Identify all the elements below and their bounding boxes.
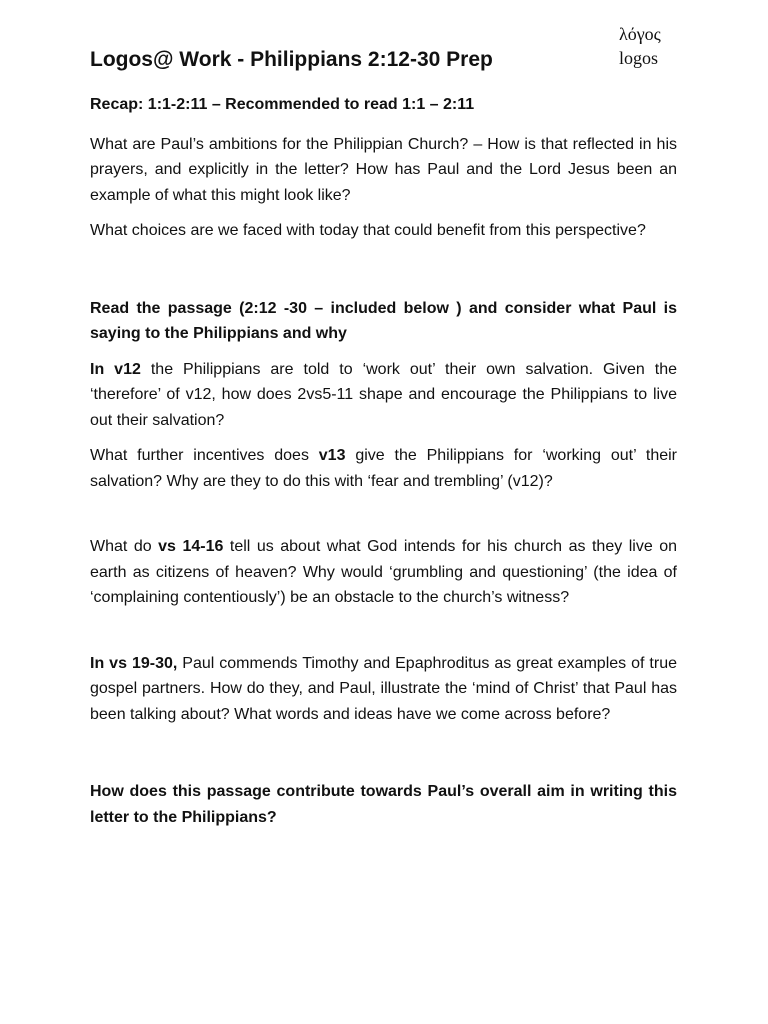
logos-logo bbox=[619, 22, 661, 70]
v12-reference: In v12 bbox=[90, 360, 141, 378]
v19-question bbox=[90, 651, 677, 728]
v13-post: give the Philippians for ‘working out’ their salvation? Why are they to do this with ‘fear and trembling’ (v12)? bbox=[90, 447, 677, 490]
v14-post: tell us about what God intends for his church as they live on earth as citizens of heaven? Why would ‘grumbling and questioning’ (the idea of ‘complaining contentiously’) be an obstacle to the church’s witness? bbox=[90, 538, 678, 606]
closing-question: How does this passage contribute towards Paul’s overall aim in writing this letter to the Philippians? bbox=[90, 783, 677, 826]
v19-reference: In vs 19-30, bbox=[90, 654, 178, 672]
v13-question bbox=[90, 443, 677, 494]
v12-text: the Philippians are told to ‘work out’ their own salvation. Given the ‘therefore’ of v12, how does 2vs5-11 shape and encourage the Philippians to live out their salvation? bbox=[90, 360, 678, 429]
logo-greek-text: λόγος bbox=[619, 24, 661, 44]
v14-reference: vs 14-16 bbox=[158, 538, 224, 555]
v13-reference: v13 bbox=[318, 447, 346, 464]
v19-text: Paul commends Timothy and Epaphroditus as great examples of true gospel partners. How do they, and Paul, illustrate the ‘mind of Christ’ that Paul has been talking about? What words and ideas have we come across before? bbox=[90, 654, 677, 723]
v14-question bbox=[90, 534, 677, 611]
choices-question: What choices are we faced with today that could benefit from this perspective? bbox=[90, 222, 646, 239]
logo-latin-text: logos bbox=[619, 48, 659, 68]
v13-pre: What further incentives does bbox=[90, 447, 319, 464]
read-passage-instruction: Read the passage (2:12 -30 – included below ) and consider what Paul is saying to the Philippians and why bbox=[90, 299, 677, 342]
page-title: Logos@ Work - Philippians 2:12-30 Prep bbox=[90, 48, 493, 71]
ambitions-question: What are Paul’s ambitions for the Philippian Church? – How is that reflected in his prayers, and explicitly in the letter? How has Paul and the Lord Jesus been an example of what this might look like? bbox=[90, 135, 677, 204]
document-body bbox=[90, 92, 677, 830]
v14-pre: What do bbox=[90, 538, 159, 555]
recap-heading: Recap: 1:1-2:11 – Recommended to read 1:1 – 2:11 bbox=[90, 96, 475, 113]
v12-question bbox=[90, 357, 677, 434]
